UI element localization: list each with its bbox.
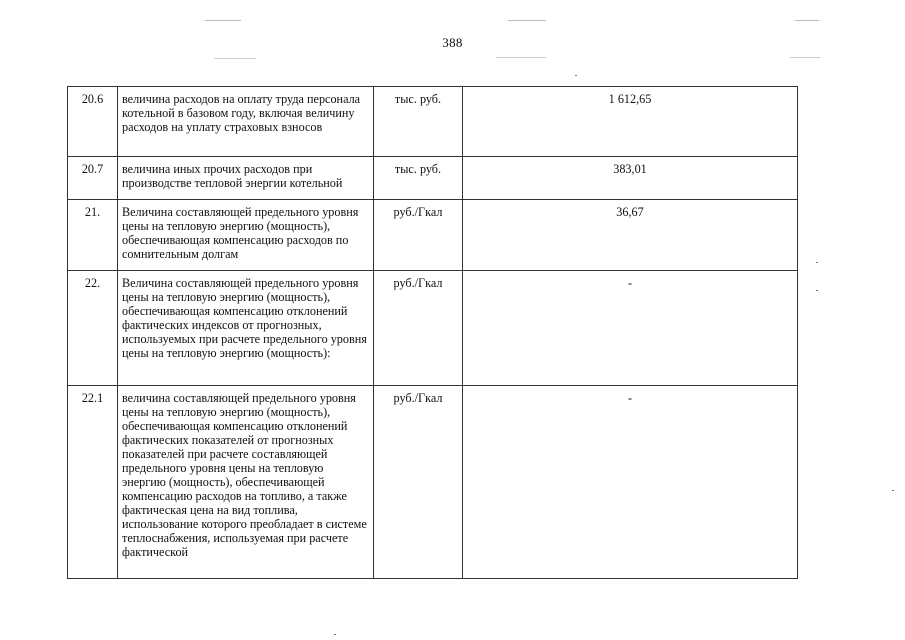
scan-mark (892, 490, 894, 491)
row-unit: тыс. руб. (374, 157, 463, 200)
scan-mark (214, 58, 256, 59)
row-number: 22. (68, 271, 118, 386)
row-number: 20.6 (68, 87, 118, 157)
table-row (68, 157, 798, 200)
row-description: Величина составляющей предельного уровня цены на тепловую энергию (мощность), обеспечивающая компенсацию отклонений фактических индексов от прогнозных, используемых при расчете предельного уровня цены на тепловую энергию (мощность): (118, 271, 374, 386)
page-number: 388 (442, 35, 463, 50)
table-row (68, 87, 798, 157)
row-number: 22.1 (68, 386, 118, 579)
row-description: величина иных прочих расходов при производстве тепловой энергии котельной (118, 157, 374, 200)
row-unit: тыс. руб. (374, 87, 463, 157)
table-row (68, 386, 798, 579)
row-description: величина составляющей предельного уровня цены на тепловую энергию (мощность), обеспечивающая компенсацию отклонений фактических показателей от прогнозных показателей при расчете составляющей предельного уровня цены на тепловую энергию (мощность), обеспечивающей компенсацию расходов на топливо, а также фактическая цена на вид топлива, использование которого преобладает в системе теплоснабжения, используемая при расчете фактической (118, 386, 374, 579)
row-value: - (463, 386, 798, 579)
scan-mark (575, 75, 577, 76)
table-row (68, 271, 798, 386)
row-value: 383,01 (463, 157, 798, 200)
row-value: - (463, 271, 798, 386)
scan-mark (816, 262, 818, 263)
row-number: 20.7 (68, 157, 118, 200)
row-unit: руб./Гкал (374, 271, 463, 386)
row-description: Величина составляющей предельного уровня цены на тепловую энергию (мощность), обеспечивающая компенсацию расходов по сомнительным долгам (118, 200, 374, 271)
row-number: 21. (68, 200, 118, 271)
row-value: 36,67 (463, 200, 798, 271)
scan-mark (334, 634, 336, 635)
row-unit: руб./Гкал (374, 200, 463, 271)
scan-mark (508, 20, 546, 21)
scan-mark (795, 20, 819, 21)
scan-mark (816, 290, 818, 291)
row-description: величина расходов на оплату труда персонала котельной в базовом году, включая величину расходов на уплату страховых взносов (118, 87, 374, 157)
scan-mark (790, 57, 820, 58)
row-value: 1 612,65 (463, 87, 798, 157)
scan-mark (496, 57, 546, 58)
tariff-table (67, 86, 798, 579)
scan-mark (205, 20, 241, 21)
row-unit: руб./Гкал (374, 386, 463, 579)
table-row (68, 200, 798, 271)
